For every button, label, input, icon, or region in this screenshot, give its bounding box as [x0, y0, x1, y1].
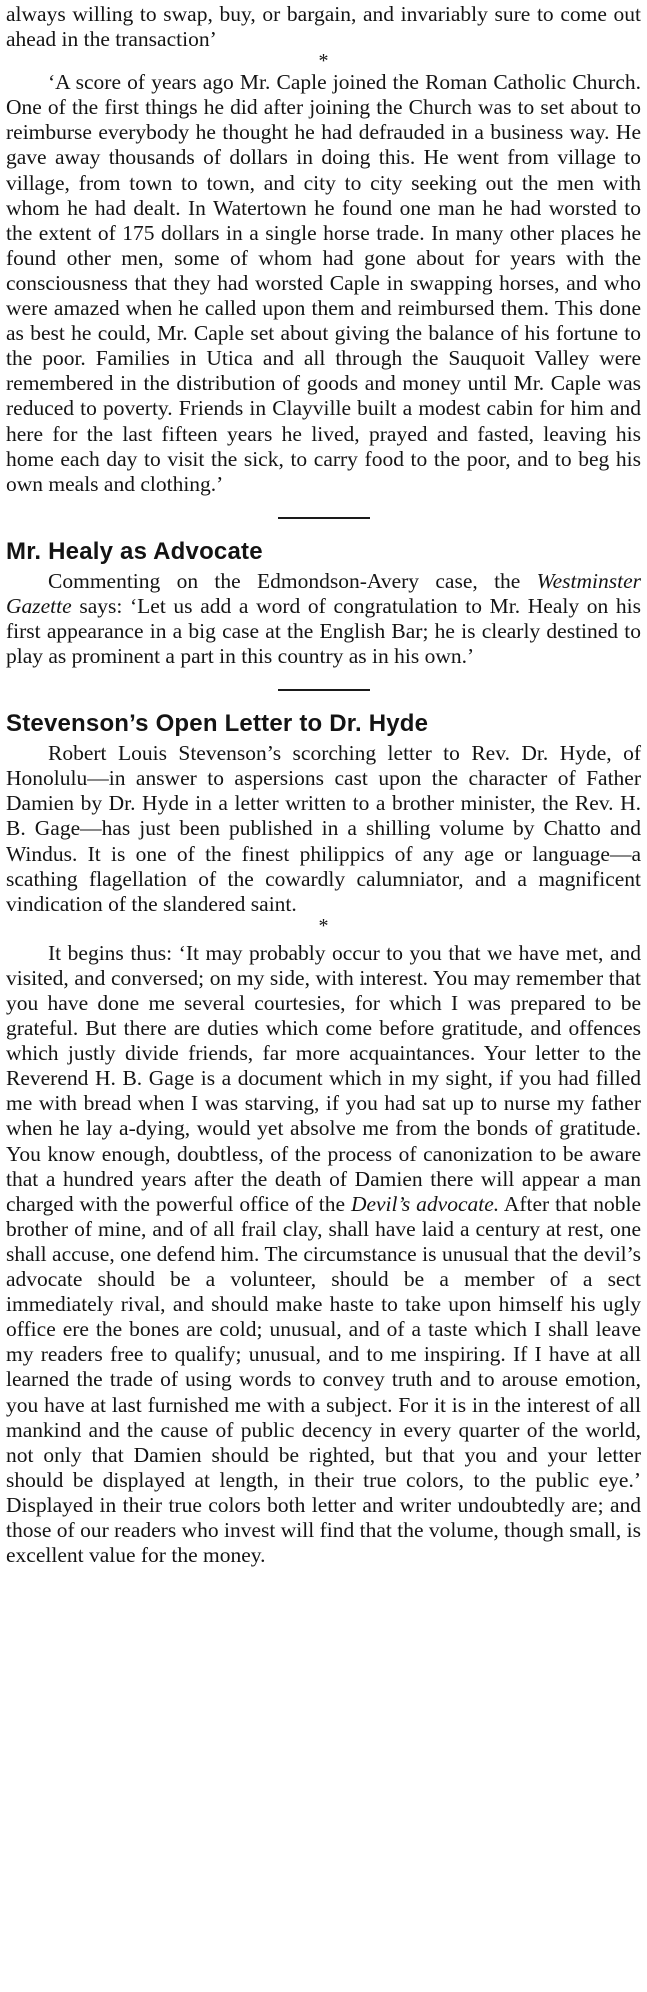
caple-body-paragraph: ‘A score of years ago Mr. Caple joined the Roman Catholic Church. One of the first things he did after joining the Church was to set about to reimburse everybody he thought he had defrauded in a business way. He gave away thousands of dollars in doing this. He went from village to village, from town to town, and city to city seeking out the men with whom he had dealt. In Watertown he found one man he had worsted to the extent of 175 dollars in a single horse trade. In many other places he found other men, some of whom had gone about for years with the consciousness that they had worsted Caple in swapping horses, and who were amazed when he called upon them and reimbursed them. This done as best he could, Mr. Caple set about giving the balance of his fortune to the poor. Families in Utica and all through the Sauquoit Valley were remembered in the distribution of goods and money until Mr. Caple was reduced to poverty. Friends in Clayville built a modest cabin for him and here for the last fifteen years he lived, prayed and fasted, leaving his home each day to visit the sick, to carry food to the poor, and to beg his own meals and clothing.’ [6, 70, 641, 496]
stevenson-quote-text-1: It begins thus: ‘It may probably occur to you that we have met, and visited, and conversed; on my side, with interest. You may remember that you have done me several courtesies, for which I was prepared to be grateful. But there are duties which come before gratitude, and offences which justly divide friends, far more acquaintances. Your letter to the Reverend H. B. Gage is a document which in my sight, if you had filled me with bread when I was starving, if you had sat up to nurse my father when he lay a-dying, would yet absolve me from the bonds of gratitude. You know enough, doubtless, of the process of canonization to be aware that a hundred years after the death of Damien there will appear a man charged with the powerful office of the [6, 940, 641, 1216]
healy-text-lead: Commenting on the Edmondson-Avery case, the [48, 568, 537, 593]
stevenson-intro-paragraph: Robert Louis Stevenson’s scorching letter to Rev. Dr. Hyde, of Honolulu—in answer to aspersions cast upon the character of Father Damien by Dr. Hyde in a letter written to a brother minister, the Rev. H. B. Gage—has just been published in a shilling volume by Chatto and Windus. It is one of the finest philippics of any age or language—a scathing flagellation of the cowardly calumniator, and a magnificent vindication of the slandered saint. [6, 741, 641, 916]
caple-article [6, 2, 641, 497]
healy-article [6, 537, 641, 669]
healy-heading: Mr. Healy as Advocate [6, 537, 263, 565]
healy-text-quote: says: ‘Let us add a word of congratulation to Mr. Healy on his first appearance in a big case at the English Bar; he is clearly destined to play as prominent a part in this country as in his own.’ [6, 593, 641, 669]
healy-paragraph [6, 569, 641, 669]
stevenson-heading: Stevenson’s Open Letter to Dr. Hyde [6, 710, 429, 738]
stevenson-article [6, 709, 641, 1568]
devils-advocate-term: Devil’s advocate. [350, 1191, 500, 1216]
section-divider-rule [278, 517, 370, 519]
healy-source-publication: Westminster Gazette [6, 568, 641, 618]
stevenson-quote-paragraph [6, 941, 641, 1568]
section-divider-rule [278, 689, 370, 691]
stevenson-quote-text-2: After that noble brother of mine, and of all frail clay, shall have laid a century at rest, one shall accuse, one defend him. The circumstance is unusual that the devil’s advocate should be a volunteer, should be a member of a sect immediately rival, and should make haste to take upon himself his ugly office ere the bones are cold; unusual, and of a taste which I shall leave my readers free to qualify; unusual, and to me inspiring. If I have at all learned the trade of using words to convey truth and to arouse emotion, you have at last furnished me with a subject. For it is in the interest of all mankind and the cause of public decency in every quarter of the world, not only that Damien should be righted, but that you and your letter should be displayed at length, in their true colors, to the public eye.’ Displayed in their true colors both letter and writer undoubtedly are; and those of our readers who invest will find that the volume, though small, is excellent value for the money. [6, 1191, 641, 1568]
section-separator-star: * [318, 914, 329, 937]
section-separator-star: * [318, 50, 329, 73]
caple-lead-paragraph: always willing to swap, buy, or bargain, and invariably sure to come out ahead in the transaction’ [6, 2, 641, 52]
